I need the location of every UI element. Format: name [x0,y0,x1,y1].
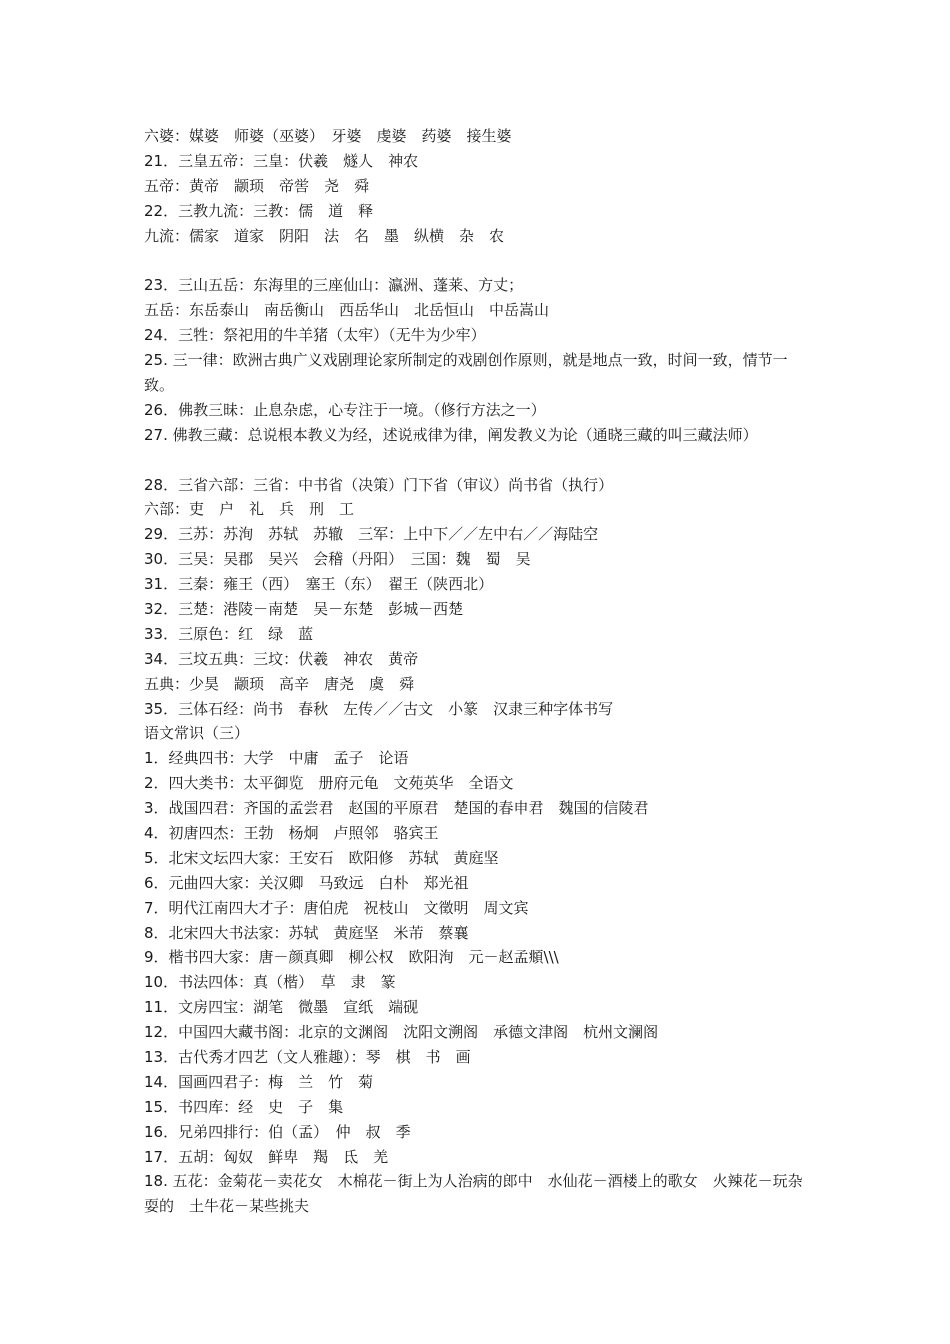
text-line: 23．三山五岳：东海里的三座仙山：瀛洲、蓬莱、方丈； [144,276,524,295]
text-line: 32．三楚：港陵－南楚 吴－东楚 彭城－西楚 [144,599,464,618]
text-line: 22．三教九流：三教：儒 道 释 [144,201,374,220]
text-line: 33．三原色：红 绿 蓝 [144,624,314,643]
text-line: 六部：吏 户 礼 兵 刑 工 [144,500,355,519]
text-line: 24．三牲：祭祀用的牛羊猪（太牢）（无牛为少牢） [144,326,486,345]
text-line: 10．书法四体：真（楷） 草 隶 篆 [144,973,396,992]
text-line: 1．经典四书：大学 中庸 孟子 论语 [144,749,409,768]
text-line: 21．三皇五帝：三皇：伏羲 燧人 神农 [144,151,419,170]
text-line: 5．北宋文坛四大家：王安石 欧阳修 苏轼 黄庭坚 [144,848,499,867]
text-line: 26．佛教三昧：止息杂虑，心专注于一境。（修行方法之一） [144,400,546,419]
text-line: 30．三吴：吴郡 吴兴 会稽（丹阳） 三国：魏 蜀 吴 [144,550,531,569]
text-line: 7．明代江南四大才子：唐伯虎 祝枝山 文徵明 周文宾 [144,898,529,917]
text-line: 31．三秦：雍王（西） 塞王（东） 翟王（陕西北） [144,575,494,594]
text-line: 9．楷书四大家：唐－颜真卿 柳公权 欧阳洵 元－赵孟頫\\\ [144,948,559,967]
text-line: 28．三省六部：三省：中书省（决策）门下省（审议）尚书省（执行） [144,475,614,494]
text-line: 15．书四库：经 史 子 集 [144,1097,344,1116]
section-heading: 语文常识（三） [144,724,250,743]
text-line: 27. 佛教三藏：总说根本教义为经，述说戒律为律，阐发教义为论（通晓三藏的叫三藏法师） [144,425,758,444]
blank-line [144,248,812,273]
text-line: 3．战国四君：齐国的孟尝君 赵国的平原君 楚国的春申君 魏国的信陵君 [144,799,649,818]
text-line: 13．古代秀才四艺（文人雅趣）：琴 棋 书 画 [144,1047,471,1066]
document-body [144,124,812,1219]
text-line: 17．五胡：匈奴 鲜卑 羯 氐 羌 [144,1147,389,1166]
text-line: 4．初唐四杰：王勃 杨炯 卢照邻 骆宾王 [144,823,439,842]
text-line: 35．三体石经：尚书 春秋 左传／／古文 小篆 汉隶三种字体书写 [144,699,614,718]
blank-line [144,448,812,473]
text-paragraph: 25. 三一律：欧洲古典广义戏剧理论家所制定的戏剧创作原则，就是地点一致，时间一致，情节一致。 [144,351,788,394]
text-line: 34．三坟五典：三坟：伏羲 神农 黄帝 [144,649,419,668]
text-line: 五岳：东岳泰山 南岳衡山 西岳华山 北岳恒山 中岳嵩山 [144,301,550,320]
text-line: 8．北宋四大书法家：苏轼 黄庭坚 米芾 蔡襄 [144,923,469,942]
text-line: 2．四大类书：太平御览 册府元龟 文苑英华 全语文 [144,774,514,793]
text-line: 五典：少昊 颛顼 高辛 唐尧 虞 舜 [144,674,415,693]
text-line: 五帝：黄帝 颛顼 帝喾 尧 舜 [144,176,370,195]
text-line: 12．中国四大藏书阁：北京的文渊阁 沈阳文溯阁 承德文津阁 杭州文澜阁 [144,1023,659,1042]
text-line: 29．三苏：苏洵 苏轼 苏辙 三军：上中下／／左中右／／海陆空 [144,525,599,544]
text-line: 11．文房四宝：湖笔 微墨 宣纸 端砚 [144,998,419,1017]
text-line: 16．兄弟四排行：伯（孟） 仲 叔 季 [144,1122,411,1141]
text-line: 六婆：媒婆 师婆（巫婆） 牙婆 虔婆 药婆 接生婆 [144,127,512,145]
text-line: 九流：儒家 道家 阴阳 法 名 墨 纵横 杂 农 [144,226,505,245]
text-line: 6．元曲四大家：关汉卿 马致远 白朴 郑光祖 [144,873,469,892]
text-paragraph: 18. 五花：金菊花－卖花女 木棉花－街上为人治病的郎中 水仙花－酒楼上的歌女 火辣花－玩杂耍的 土牛花－某些挑夫 [144,1172,803,1216]
text-line: 14．国画四君子：梅 兰 竹 菊 [144,1072,374,1091]
